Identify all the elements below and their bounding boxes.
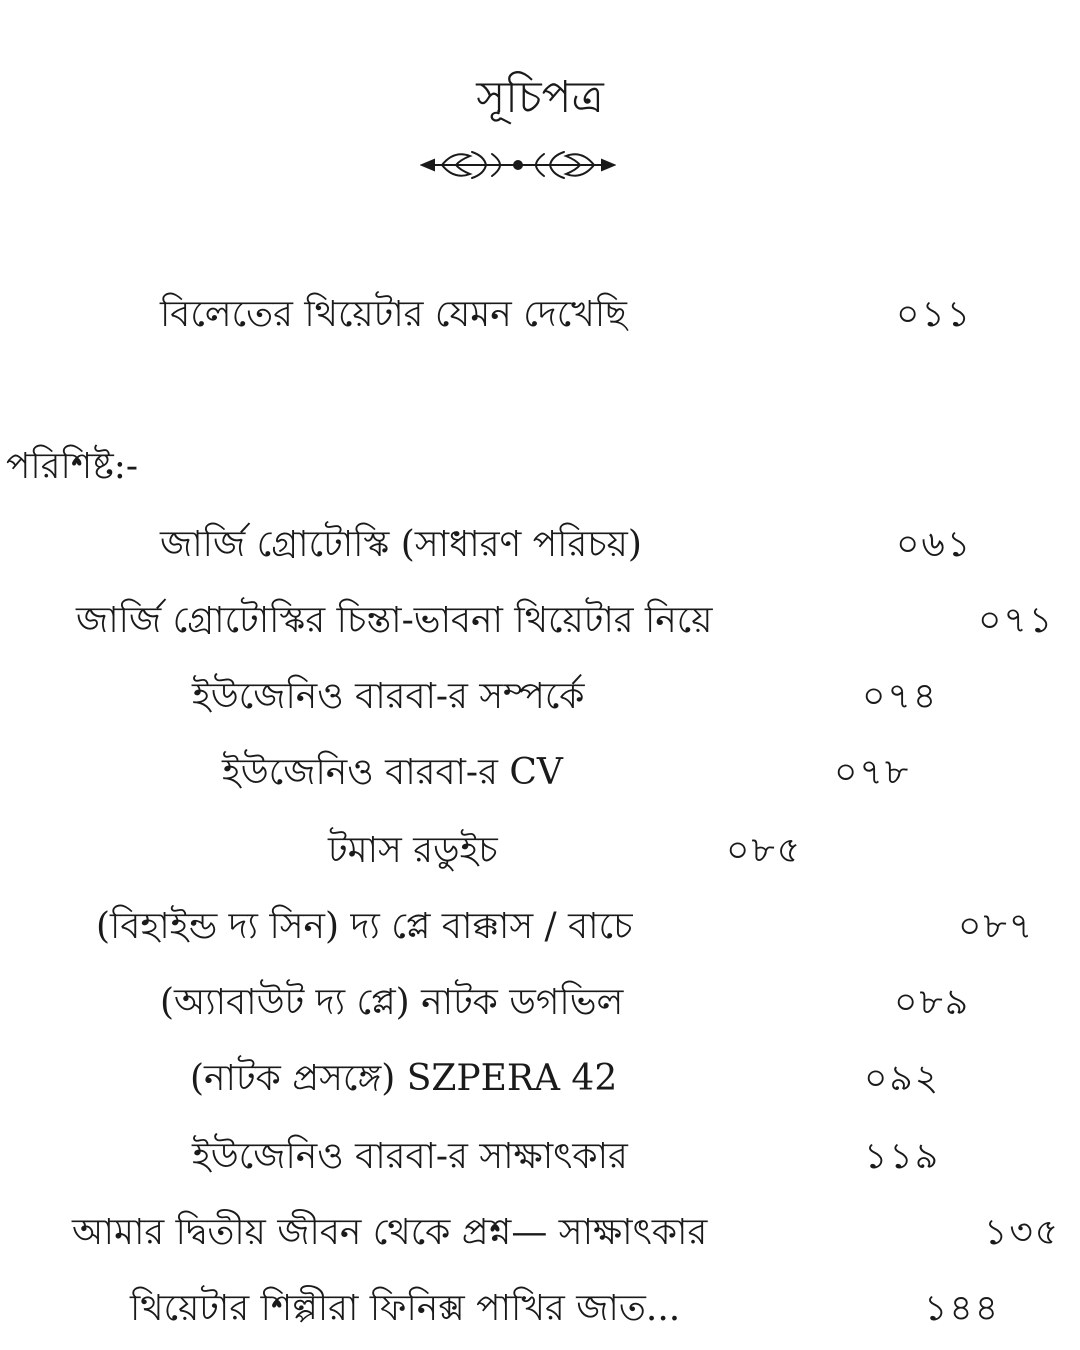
toc-entry-title: ইউজেনিও বারবা-র সাক্ষাৎকার xyxy=(192,1136,628,1177)
toc-entry-page: ০৭৮ xyxy=(834,752,911,793)
toc-entry-title: (অ্যাবাউট দ্য প্লে) নাটক ডগভিল xyxy=(160,982,624,1023)
toc-entry-title: বিলেতের থিয়েটার যেমন দেখেছি xyxy=(160,294,627,335)
page-title: সূচিপত্র xyxy=(476,72,604,123)
toc-entry-page: ০৮৫ xyxy=(726,830,803,871)
toc-entry-page: ১৩৫ xyxy=(984,1212,1061,1253)
toc-entry-page: ০৭১ xyxy=(978,600,1055,641)
appendix-heading: পরিশিষ্ট:- xyxy=(6,446,139,487)
toc-entry-title: জার্জি গ্রোটোস্কির চিন্তা-ভাবনা থিয়েটার নিয়ে xyxy=(76,600,713,641)
toc-entry-page: ১১৯ xyxy=(864,1136,941,1177)
toc-entry-page: ০৭৪ xyxy=(862,676,939,717)
toc-entry-title: থিয়েটার শিল্পীরা ফিনিক্স পাখির জাত... xyxy=(130,1288,681,1329)
toc-entry-page: ০৮৯ xyxy=(894,982,971,1023)
toc-entry-page: ০৯২ xyxy=(864,1058,941,1099)
toc-entry-page: ১৪৪ xyxy=(924,1288,1001,1329)
toc-entry-page: ০১১ xyxy=(896,294,973,335)
ornament-divider-icon xyxy=(420,142,616,188)
toc-entry-title: (বিহাইন্ড দ্য সিন) দ্য প্লে বাক্কাস / বাচে xyxy=(96,906,633,947)
toc-entry-page: ০৮৭ xyxy=(958,906,1035,947)
toc-entry-title: আমার দ্বিতীয় জীবন থেকে প্রশ্ন— সাক্ষাৎকার xyxy=(72,1212,708,1253)
toc-entry-title: জার্জি গ্রোটোস্কি (সাধারণ পরিচয়) xyxy=(160,524,642,565)
toc-entry-title: ইউজেনিও বারবা-র সম্পর্কে xyxy=(192,676,585,717)
toc-entry-page: ০৬১ xyxy=(896,524,973,565)
toc-entry-title: ইউজেনিও বারবা-র CV xyxy=(222,752,563,793)
toc-entry-title: টমাস রডুইচ xyxy=(328,830,498,871)
toc-entry-title: (নাটক প্রসঙ্গে) SZPERA 42 xyxy=(190,1058,618,1099)
